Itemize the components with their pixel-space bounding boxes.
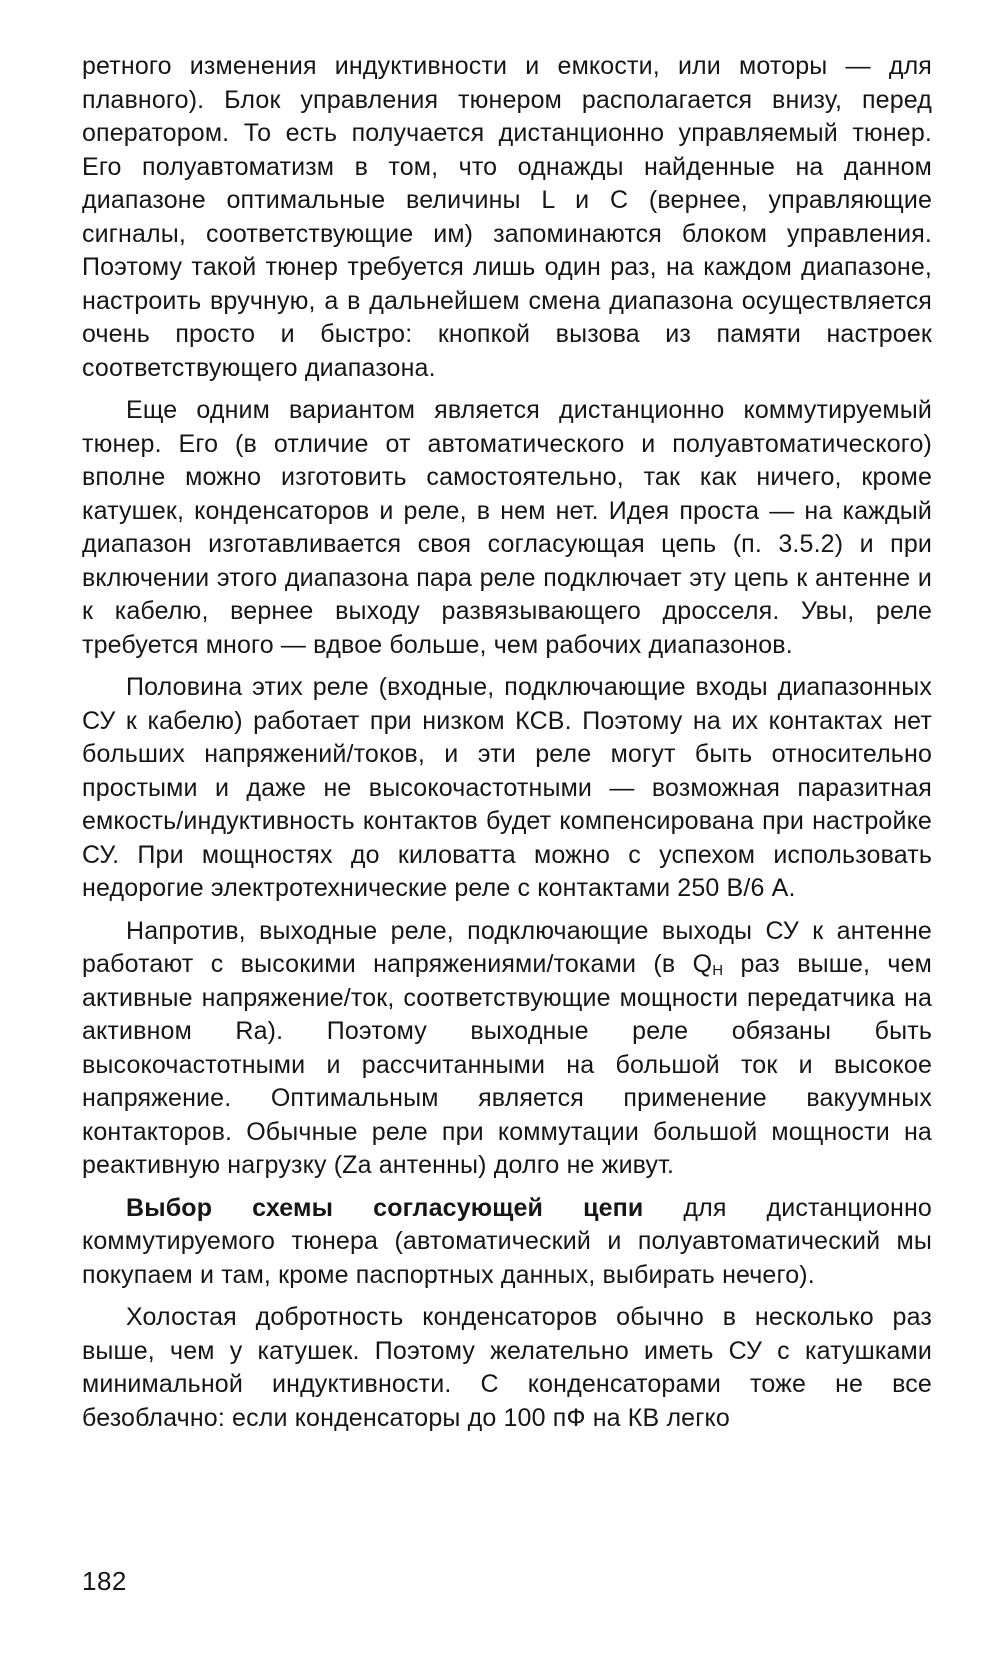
- paragraph-input-relays: Половина этих реле (входные, подключающие входы диапазонных СУ к кабелю) работает при низком КСВ. Поэтому на их контактах нет больших напряжений/токов, и эти реле могут быть относительно простыми и даже не высокочастотными — возможная паразитная емкость/индуктивность контактов будет компенсирована при настройке СУ. При мощностях до киловатта можно с успехом использовать недорогие электротехнические реле с контактами 250 В/6 А.: [82, 673, 932, 902]
- output-relays-text-start: Напротив, выходные реле, подключающие выходы СУ к антенне работают с высокими напряжениями/токами (в Q: [82, 916, 932, 978]
- output-relays-text-end: раз выше, чем активные напряжение/ток, соответствующие мощности передатчика на активном Ra). Поэтому выходные реле обязаны быть высокочастотными и рассчитанными на большой ток и высокое напряжение. Оптимальным является применение вакуумных контакторов. Обычные реле при коммутации большой мощности на реактивную нагрузку (Za антенны) долго не живут.: [82, 950, 932, 1179]
- q-subscript: H: [712, 962, 724, 979]
- page-number: 182: [82, 1566, 127, 1596]
- circuit-choice-text: для дистанционно коммутируемого тюнера (автоматический и полуавтоматический мы покупаем и там, кроме паспортных данных, выбирать нечего).: [82, 1193, 932, 1289]
- paragraph-circuit-choice: [82, 1192, 932, 1293]
- paragraph-continued: ретного изменения индуктивности и емкости, или моторы — для плавного). Блок управления тюнером располагается внизу, перед оператором. То есть получается дистанционно управляемый тюнер. Его полуавтоматизм в том, что однажды найденные на данном диапазоне оптимальные величины L и С (вернее, управляющие сигналы, соответствующие им) запоминаются блоком управления. Поэтому такой тюнер требуется лишь один раз, на каждом диапазоне, настроить вручную, а в дальнейшем смена диапазона осуществляется очень просто и быстро: кнопкой вызова из памяти настроек соответствующего диапазона.: [82, 52, 932, 382]
- paragraph-output-relays: [82, 915, 932, 1183]
- book-page: [82, 50, 932, 1550]
- paragraph-remote-switched-tuner: Еще одним вариантом является дистанционно коммутируемый тюнер. Его (в отличие от автоматического и полуавтоматического) вполне можно изготовить самостоятельно, так как ничего, кроме катушек, конденсаторов и реле, в нем нет. Идея проста — на каждый диапазон изготавливается своя согласующая цепь (п. 3.5.2) и при включении этого диапазона пара реле подключает эту цепь к антенне и к кабелю, вернее выходу развязывающего дросселя. Увы, реле требуется много — вдвое больше, чем рабочих диапазонов.: [82, 396, 932, 659]
- paragraph-capacitor-q: Холостая добротность конденсаторов обычно в несколько раз выше, чем у катушек. Поэтому желательно иметь СУ с катушками минимальной индуктивности. С конденсаторами тоже не все безоблачно: если конденсаторы до 100 пФ на КВ легко: [82, 1303, 932, 1432]
- circuit-choice-heading: Выбор схемы согласующей цепи: [126, 1193, 644, 1222]
